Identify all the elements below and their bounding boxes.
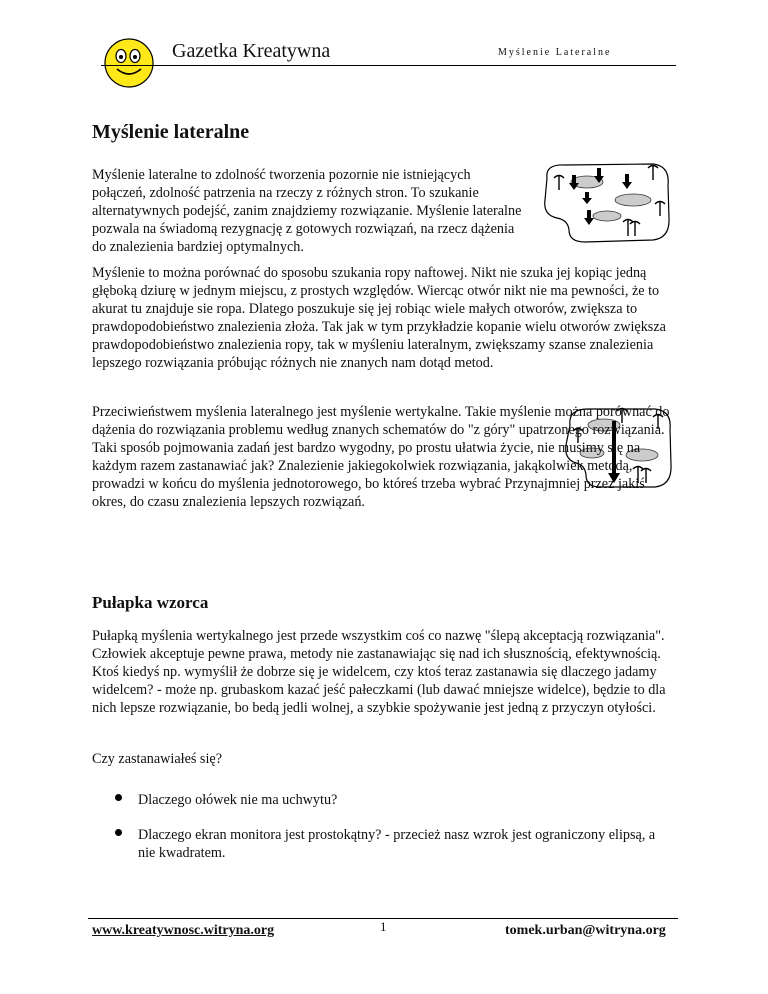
email-link[interactable]: tomek.urban@witryna.org xyxy=(505,923,666,938)
article-title: Myślenie lateralne xyxy=(92,121,250,143)
paragraph-pattern-trap: Pułapką myślenia wertykalnego jest przede wszystkim coś co nazwę "ślepą akceptacją rozwiązania". Człowiek akceptuje pewne prawa, metody nie zastanawiając się nad ich słusznością, efektywnością. Ktoś kiedyś np. wymyślił że dobrze się je widelcem, czy ktoś teraz zastanawia się dlaczego jadamy widelcem? - może np. grubaskom kazać jeść pałeczkami (lub dawać mniejsze widelce), będzie to dla nich lepsze rozwiązanie, bo bedą jedli wolnej, a szybkie spożywanie jest jedną z przyczyn otyłości. xyxy=(92,628,666,716)
many-drill-holes-illustration xyxy=(535,160,675,245)
smiley-icon xyxy=(103,37,155,89)
paragraph-vertical-thinking: Przeciwieństwem myślenia lateralnego jest myślenie wertykalne. Takie myślenie można porównać do dążenia do rozwiązania problemu według znanych schematów do "z góry" upatrzonego rozwiązania. Taki sposób pojmowania zadań jest bardzo wygodny, po prostu ułatwia życie, nie musimy się na każdym razem zastanawiać jak? Znalezienie jakiegokolwiek rozwiązania, jakąkolwiek metodą, prowadzi w końcu do myślenia jednotorowego, bo któreś trzeba wybrać Przynajmniej przez jakiś okres, do czasu znalezienia lepszych rozwiązań. xyxy=(92,404,670,510)
header-divider xyxy=(101,65,676,66)
website-link[interactable]: www.kreatywnosc.witryna.org xyxy=(92,923,275,938)
page-number: 1 xyxy=(380,919,387,934)
paragraph-intro: Myślenie lateralne to zdolność tworzenia pozornie nie istniejących połączeń, zdolność patrzenia na rzeczy z różnych stron. To szukanie alternatywnych podejść, zanim znajdziemy rozwiązanie. Myślenie lateralne pozwala na świadomą rezygnację z gotowych rozwiązań, na rzecz dążenia do znalezienia bardziej optymalnych. xyxy=(92,167,522,255)
bullet-icon xyxy=(115,794,122,801)
list-item-text: Dlaczego ekran monitora jest prostokątny? - przecież nasz wzrok jest ograniczony elipsą, a nie kwadratem. xyxy=(138,827,656,861)
section-title-pattern-trap: Pułapka wzorca xyxy=(92,593,209,612)
question-text: Czy zastanawiałeś się? xyxy=(92,751,222,767)
section-name: Myślenie Lateralne xyxy=(498,47,612,58)
bullet-icon xyxy=(115,829,122,836)
list-item-text: Dlaczego ołówek nie ma uchwytu? xyxy=(138,792,338,808)
paragraph-oil-analogy: Myślenie to można porównać do sposobu szukania ropy naftowej. Nikt nie szuka jej kopiąc jedną głęboką dziurę w jednym miejscu, z prostych względów. Wiercąc otwór nikt nie ma pewności, że to akurat tu znajduje sie ropa. Dlatego poszukuje się jej robiąc wiele małych otworów, zwiększa to prawdopodobieństwo znalezienia złoża. Tak jak w tym przykładzie kopanie wielu otworów zwiększa prawdopodobieństwo znalezienia ropy, tak w myśleniu lateralnym, zwiększamy szanse znalezienia lepszego rozwiązania próbując różnych nie znanych nam dotąd metod. xyxy=(92,265,666,371)
newsletter-title: Gazetka Kreatywna xyxy=(172,40,331,62)
